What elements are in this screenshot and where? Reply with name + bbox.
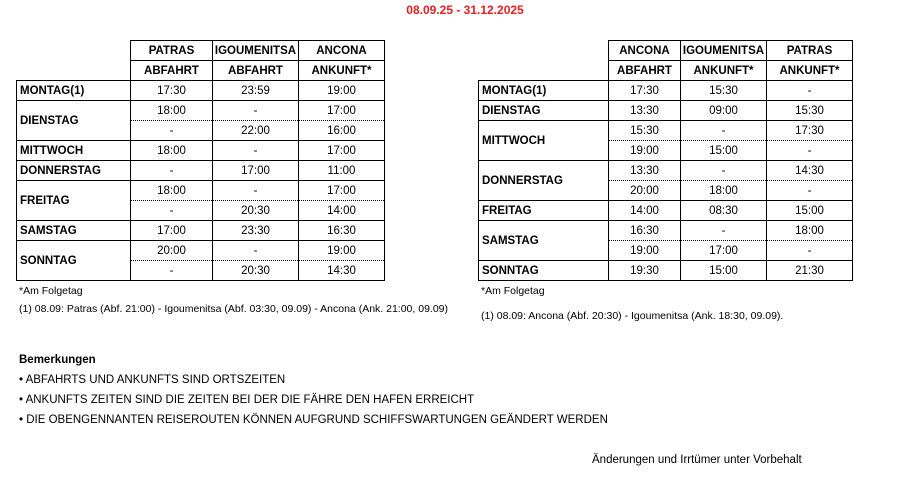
time-cell: 11:00 xyxy=(299,161,385,181)
time-cell: 18:00 xyxy=(131,181,213,201)
time-cell: 15:00 xyxy=(681,141,767,161)
port-header: ANCONA xyxy=(299,41,385,61)
time-cell: 18:00 xyxy=(131,141,213,161)
time-cell: 15:30 xyxy=(767,101,853,121)
remark-item: • ABFAHRTS UND ANKUNFTS SIND ORTSZEITEN xyxy=(19,374,286,386)
time-cell: - xyxy=(131,121,213,141)
column-subheader: ABFAHRT xyxy=(609,61,681,81)
time-cell: 17:00 xyxy=(213,161,299,181)
time-cell: 20:30 xyxy=(213,201,299,221)
time-cell: 15:30 xyxy=(681,81,767,101)
time-cell: 19:00 xyxy=(609,141,681,161)
return-footnote-star: *Am Folgetag xyxy=(481,285,545,297)
time-cell: 09:00 xyxy=(681,101,767,121)
time-cell: 21:30 xyxy=(767,261,853,281)
time-cell: - xyxy=(131,201,213,221)
table-row xyxy=(17,241,385,261)
header-row xyxy=(17,41,385,61)
port-header: ANCONA xyxy=(609,41,681,61)
table-row xyxy=(17,181,385,201)
time-cell: 19:00 xyxy=(299,81,385,101)
time-cell: 15:30 xyxy=(609,121,681,141)
time-cell: 15:00 xyxy=(681,261,767,281)
time-cell: 14:30 xyxy=(299,261,385,281)
time-cell: - xyxy=(767,141,853,161)
day-label: DIENSTAG xyxy=(17,101,131,141)
time-cell: - xyxy=(131,161,213,181)
day-label: MITTWOCH xyxy=(17,141,131,161)
day-label: SAMSTAG xyxy=(479,221,609,261)
time-cell: 08:30 xyxy=(681,201,767,221)
port-header: IGOUMENITSA xyxy=(681,41,767,61)
time-cell: 13:30 xyxy=(609,101,681,121)
time-cell: - xyxy=(213,101,299,121)
time-cell: 19:30 xyxy=(609,261,681,281)
port-header: IGOUMENITSA xyxy=(213,41,299,61)
time-cell: 17:30 xyxy=(767,121,853,141)
time-cell: 16:30 xyxy=(299,221,385,241)
time-cell: 20:00 xyxy=(609,181,681,201)
port-header: PATRAS xyxy=(131,41,213,61)
outbound-footnote-1: (1) 08.09: Patras (Abf. 21:00) - Igoumenitsa (Abf. 03:30, 09.09) - Ancona (Ank. 21:00, 09.09) xyxy=(19,303,448,315)
column-subheader: ANKUNFT* xyxy=(299,61,385,81)
day-label: MONTAG(1) xyxy=(17,81,131,101)
table-row xyxy=(479,261,853,281)
time-cell: - xyxy=(681,161,767,181)
subheader-row xyxy=(17,61,385,81)
time-cell: 16:00 xyxy=(299,121,385,141)
column-subheader: ANKUNFT* xyxy=(767,61,853,81)
table-row xyxy=(479,121,853,141)
time-cell: 17:00 xyxy=(299,181,385,201)
time-cell: - xyxy=(767,81,853,101)
return-timetable xyxy=(478,40,853,281)
time-cell: - xyxy=(213,241,299,261)
day-label: MITTWOCH xyxy=(479,121,609,161)
time-cell: 18:00 xyxy=(131,101,213,121)
table-row xyxy=(479,201,853,221)
time-cell: 20:30 xyxy=(213,261,299,281)
time-cell: 17:00 xyxy=(681,241,767,261)
day-label: FREITAG xyxy=(479,201,609,221)
time-cell: - xyxy=(213,181,299,201)
day-label: DIENSTAG xyxy=(479,101,609,121)
day-label: MONTAG(1) xyxy=(479,81,609,101)
time-cell: - xyxy=(131,261,213,281)
return-footnote-1: (1) 08.09: Ancona (Abf. 20:30) - Igoumenitsa (Ank. 18:30, 09.09). xyxy=(481,310,784,322)
table-row xyxy=(17,221,385,241)
time-cell: 17:00 xyxy=(299,101,385,121)
remarks-section xyxy=(19,353,608,433)
time-cell: - xyxy=(681,121,767,141)
time-cell: 14:00 xyxy=(299,201,385,221)
table-row xyxy=(17,141,385,161)
day-label: DONNERSTAG xyxy=(479,161,609,201)
table-row xyxy=(17,101,385,121)
remark-item: • DIE OBENGENNANTEN REISEROUTEN KÖNNEN AUFGRUND SCHIFFSWARTUNGEN GEÄNDERT WERDEN xyxy=(19,414,608,426)
corner-cell xyxy=(17,61,131,81)
time-cell: 15:00 xyxy=(767,201,853,221)
day-label: FREITAG xyxy=(17,181,131,221)
table-row xyxy=(479,221,853,241)
time-cell: 20:00 xyxy=(131,241,213,261)
port-header: PATRAS xyxy=(767,41,853,61)
table-row xyxy=(479,81,853,101)
corner-cell xyxy=(17,41,131,61)
time-cell: 17:00 xyxy=(299,141,385,161)
outbound-timetable xyxy=(16,40,385,281)
table-row xyxy=(17,81,385,101)
time-cell: 19:00 xyxy=(299,241,385,261)
column-subheader: ABFAHRT xyxy=(213,61,299,81)
time-cell: 14:30 xyxy=(767,161,853,181)
subheader-row xyxy=(479,61,853,81)
time-cell: - xyxy=(767,181,853,201)
schedule-period: 08.09.25 - 31.12.2025 xyxy=(406,3,524,17)
time-cell: 13:30 xyxy=(609,161,681,181)
time-cell: 17:00 xyxy=(131,221,213,241)
time-cell: 23:30 xyxy=(213,221,299,241)
time-cell: 16:30 xyxy=(609,221,681,241)
day-label: DONNERSTAG xyxy=(17,161,131,181)
table-row xyxy=(479,101,853,121)
time-cell: 22:00 xyxy=(213,121,299,141)
outbound-footnote-star: *Am Folgetag xyxy=(19,285,83,297)
time-cell: 19:00 xyxy=(609,241,681,261)
column-subheader: ANKUNFT* xyxy=(681,61,767,81)
corner-cell xyxy=(479,61,609,81)
time-cell: 17:30 xyxy=(131,81,213,101)
table-row xyxy=(479,161,853,181)
header-row xyxy=(479,41,853,61)
time-cell: - xyxy=(213,141,299,161)
time-cell: - xyxy=(767,241,853,261)
time-cell: 18:00 xyxy=(767,221,853,241)
remark-item: • ANKUNFTS ZEITEN SIND DIE ZEITEN BEI DER DIE FÄHRE DEN HAFEN ERREICHT xyxy=(19,394,475,406)
time-cell: 17:30 xyxy=(609,81,681,101)
disclaimer: Änderungen und Irrtümer unter Vorbehalt xyxy=(592,454,802,466)
day-label: SONNTAG xyxy=(479,261,609,281)
time-cell: 18:00 xyxy=(681,181,767,201)
time-cell: 23:59 xyxy=(213,81,299,101)
table-row xyxy=(17,161,385,181)
corner-cell xyxy=(479,41,609,61)
column-subheader: ABFAHRT xyxy=(131,61,213,81)
day-label: SAMSTAG xyxy=(17,221,131,241)
time-cell: 14:00 xyxy=(609,201,681,221)
remarks-title: Bemerkungen xyxy=(19,354,96,366)
day-label: SONNTAG xyxy=(17,241,131,281)
time-cell: - xyxy=(681,221,767,241)
